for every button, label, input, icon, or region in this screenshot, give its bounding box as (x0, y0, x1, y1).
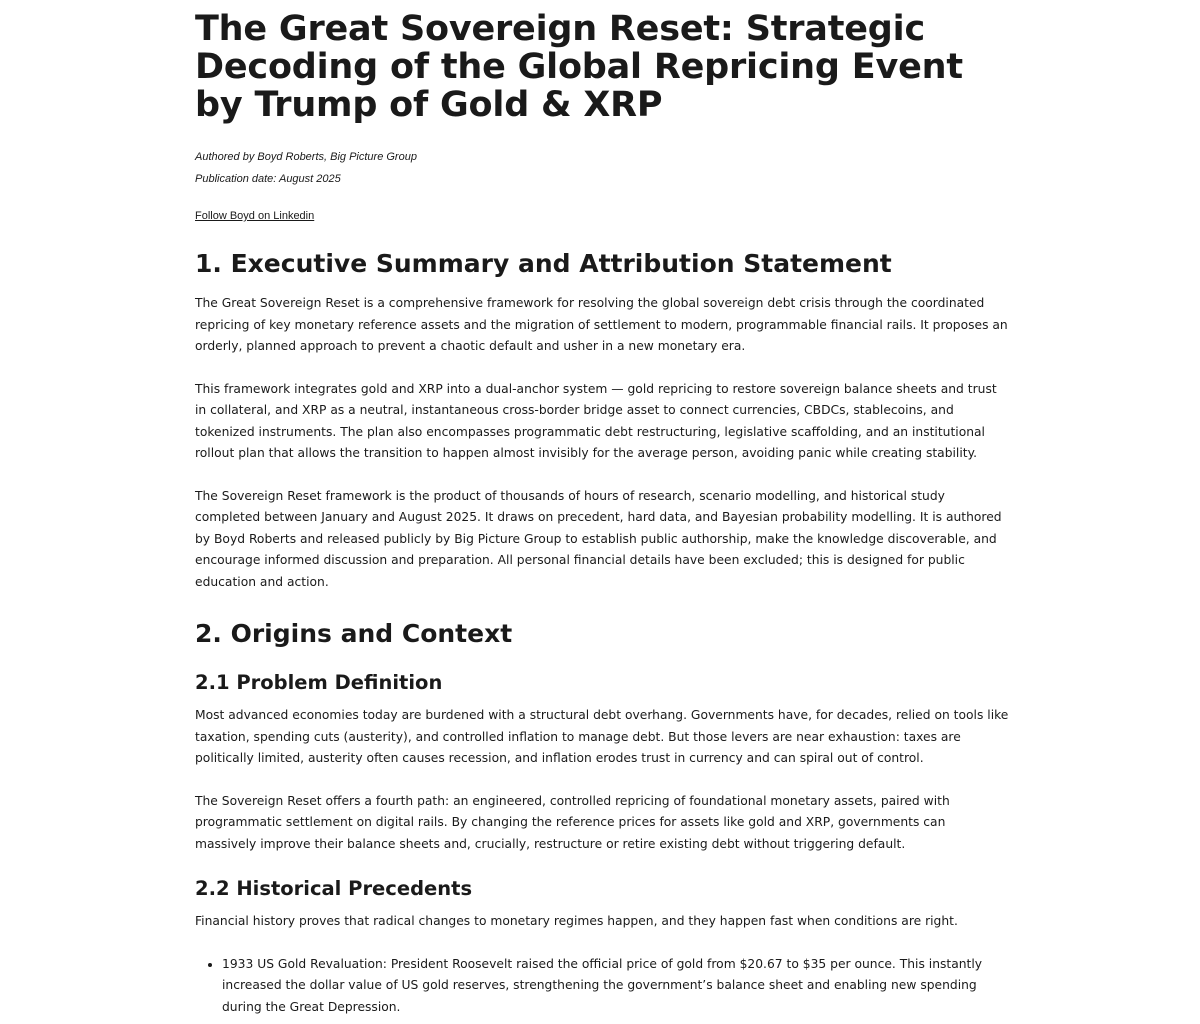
subsection-heading-historical-precedents: 2.2 Historical Precedents (195, 877, 473, 900)
author-line: Authored by Boyd Roberts, Big Picture Group (195, 151, 417, 163)
paragraph: Financial history proves that radical changes to monetary regimes happen, and they happen fast when conditions are right. (195, 914, 958, 928)
article (195, 0, 1010, 1018)
paragraph: The Sovereign Reset framework is the product of thousands of hours of research, scenario modelling, and historical study completed between January and August 2025. It draws on precedent, hard data, and Bayesian probability modelling. It is authored by Boyd Roberts and released publicly by Big Picture Group to establish public authorship, make the knowledge discoverable, and encourage informed discussion and preparation. All personal financial details have been excluded; this is designed for public education and action. (195, 488, 1002, 589)
precedents-list (195, 954, 1010, 1019)
section-heading-origins: 2. Origins and Context (195, 619, 513, 648)
paragraph: This framework integrates gold and XRP into a dual-anchor system — gold repricing to restore sovereign balance sheets and trust in collateral, and XRP as a neutral, instantaneous cross-border bridge asset to connect currencies, CBDCs, stablecoins, and tokenized instruments. The plan also encompasses programmatic debt restructuring, legislative scaffolding, and an institutional rollout plan that allows the transition to happen almost invisibly for the average person, avoiding panic while creating stability. (195, 381, 997, 460)
article-title: The Great Sovereign Reset: Strategic Decoding of the Global Repricing Event by Trump of Gold & XRP (195, 9, 963, 125)
list-item: • 1933 US Gold Revaluation: President Roosevelt raised the official price of gold from $20.67 to $35 per ounce. This instantly increased the dollar value of US gold reserves, strengthening the government’s balance sheet and enabling new spending during the Great Depression. (222, 954, 1010, 1019)
paragraph: Most advanced economies today are burdened with a structural debt overhang. Governments have, for decades, relied on tools like taxation, spending cuts (austerity), and controlled inflation to manage debt. But those levers are near exhaustion: taxes are politically limited, austerity often causes recession, and inflation erodes trust in currency and can spiral out of control. (195, 708, 1009, 765)
subsection-heading-problem-definition: 2.1 Problem Definition (195, 671, 443, 694)
paragraph: The Great Sovereign Reset is a comprehensive framework for resolving the global sovereign debt crisis through the coordinated repricing of key monetary reference assets and the migration of settlement to modern, programmable financial rails. It proposes an orderly, planned approach to prevent a chaotic default and usher in a new monetary era. (195, 296, 1008, 353)
article-meta (195, 146, 1010, 190)
publication-date: Publication date: August 2025 (195, 173, 341, 185)
follow-linkedin-link[interactable]: Follow Boyd on Linkedin (195, 210, 315, 222)
section-heading-executive-summary: 1. Executive Summary and Attribution Statement (195, 249, 892, 278)
paragraph: The Sovereign Reset offers a fourth path: an engineered, controlled repricing of foundational monetary assets, paired with programmatic settlement on digital rails. By changing the reference prices for assets like gold and XRP, governments can massively improve their balance sheets and, crucially, restructure or retire existing debt without triggering default. (195, 793, 950, 851)
